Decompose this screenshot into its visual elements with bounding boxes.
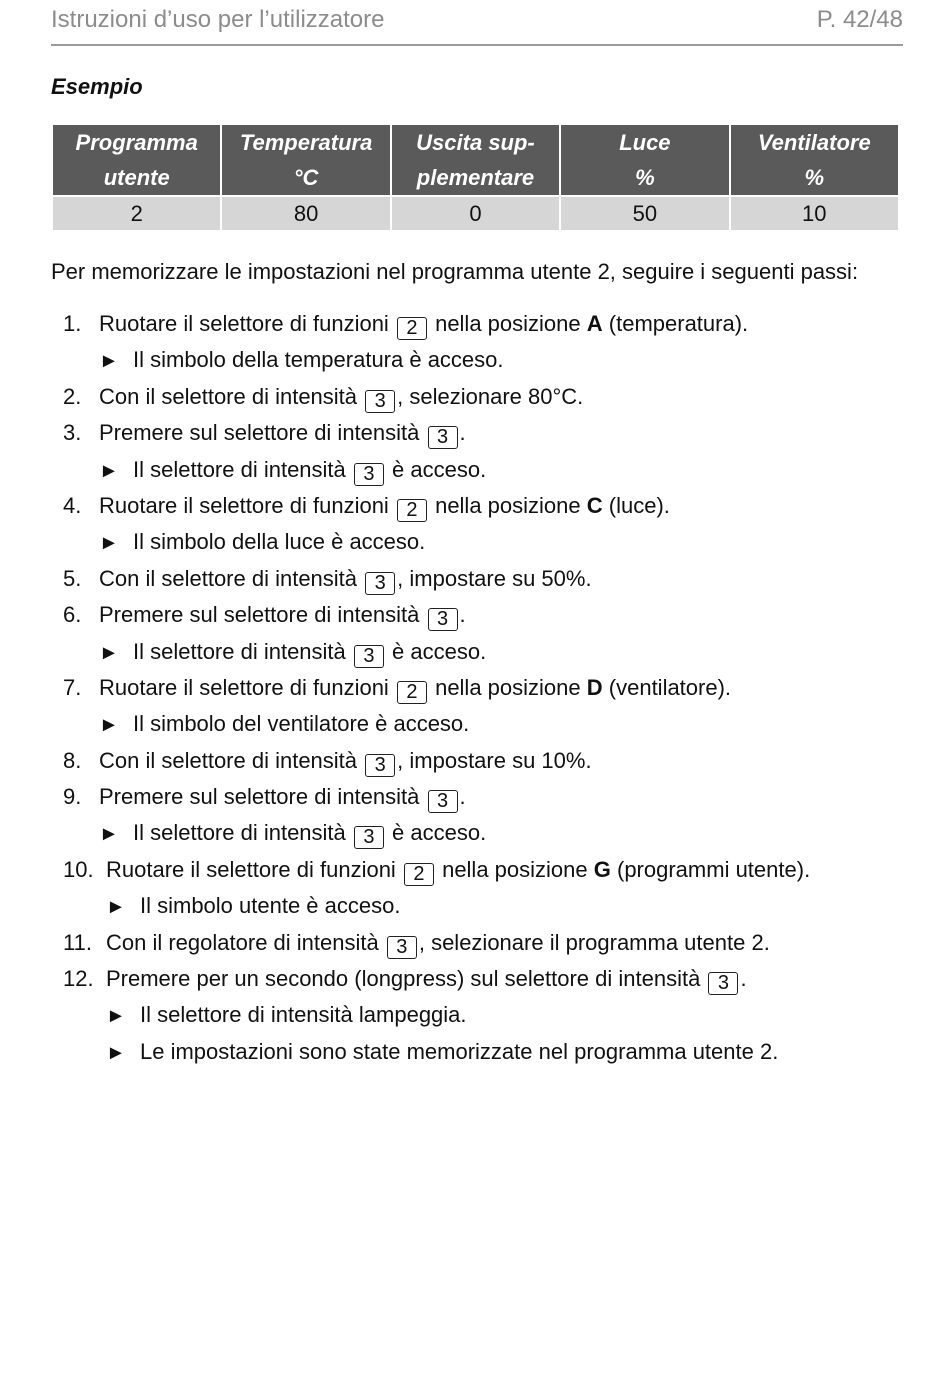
step-text: Premere sul selettore di intensità (99, 602, 420, 628)
step-text: , selezionare 80°C. (397, 383, 584, 409)
step-result (63, 452, 923, 488)
step-5 (63, 561, 923, 597)
intensity-selector-key: 3 (428, 426, 458, 449)
step-text: Con il selettore di intensità (99, 747, 358, 773)
step-text: Premere per un secondo (longpress) sul selettore di intensità (106, 966, 701, 992)
example-table (51, 123, 900, 232)
step-text: Con il regolatore di intensità (106, 929, 379, 955)
result-text: Il selettore di intensità (133, 638, 346, 664)
step-number: 11. (63, 929, 92, 955)
step-text: Con il selettore di intensità (99, 383, 358, 409)
step-number: 5. (63, 565, 82, 591)
step-text: Premere sul selettore di intensità (99, 420, 420, 446)
intensity-selector-key: 3 (708, 972, 738, 995)
step-text: Ruotare il selettore di funzioni (106, 856, 396, 882)
step-text: nella posizione (435, 674, 581, 700)
column-header: Uscita sup- plementare (392, 125, 559, 195)
position-label: A (586, 311, 603, 336)
arrow-icon: ► (106, 896, 126, 919)
intensity-selector-key: 3 (365, 390, 395, 413)
step-result (63, 888, 923, 924)
step-number: 6. (63, 602, 82, 628)
step-result (63, 997, 923, 1033)
column-header: Programma utente (53, 125, 220, 195)
function-selector-key: 2 (397, 499, 427, 522)
step-12 (63, 961, 923, 997)
step-text: (luce). (608, 492, 670, 518)
step-number: 7. (63, 674, 82, 700)
intensity-selector-key: 3 (365, 754, 395, 777)
step-6 (63, 597, 923, 633)
step-text: . (459, 784, 466, 810)
step-3 (63, 415, 923, 451)
step-result (63, 706, 923, 742)
arrow-icon: ► (106, 1041, 126, 1064)
result-text: è acceso. (392, 456, 487, 482)
section-title: Esempio (51, 74, 143, 99)
intensity-selector-key: 3 (365, 572, 395, 595)
step-2 (63, 379, 923, 415)
table-cell: 10 (731, 197, 898, 230)
step-text: . (459, 602, 466, 628)
table-row (53, 197, 898, 230)
step-4 (63, 488, 923, 524)
page-header (51, 0, 903, 46)
step-text: nella posizione (442, 856, 588, 882)
step-text: (temperatura). (608, 311, 749, 336)
position-label: C (586, 492, 603, 518)
step-number: 2. (63, 383, 82, 409)
step-9 (63, 779, 923, 815)
result-text: Il simbolo del ventilatore è acceso. (133, 711, 470, 737)
intensity-selector-key: 3 (354, 826, 384, 849)
position-label: G (593, 856, 611, 882)
intensity-selector-key: 3 (428, 790, 458, 813)
arrow-icon: ► (106, 1005, 126, 1028)
step-text: (ventilatore). (608, 674, 732, 700)
result-text: Il simbolo della temperatura è acceso. (133, 347, 504, 373)
intensity-selector-key: 3 (387, 936, 417, 959)
result-text: è acceso. (392, 820, 487, 846)
step-7 (63, 670, 923, 706)
arrow-icon: ► (99, 641, 119, 664)
document-title: Istruzioni d’uso per l’utilizzatore (51, 6, 385, 33)
column-header: Luce % (561, 125, 728, 195)
step-text: . (740, 966, 747, 992)
step-number: 4. (63, 492, 82, 518)
step-text: . (459, 420, 466, 446)
step-number: 3. (63, 420, 82, 446)
step-text: , impostare su 10%. (397, 747, 592, 773)
intro-text: Per memorizzare le impostazioni nel programma utente 2, seguire i seguenti passi: (51, 259, 859, 284)
result-text: Il simbolo della luce è acceso. (133, 529, 426, 555)
arrow-icon: ► (99, 532, 119, 555)
step-text: , selezionare il programma utente 2. (418, 929, 770, 955)
step-text: , impostare su 50%. (397, 565, 592, 591)
step-result (63, 815, 923, 851)
step-8 (63, 743, 923, 779)
intensity-selector-key: 3 (354, 645, 384, 668)
arrow-icon: ► (99, 823, 119, 846)
step-result (63, 1034, 923, 1070)
function-selector-key: 2 (397, 317, 427, 340)
page-number: P. 42/48 (816, 6, 903, 33)
arrow-icon: ► (99, 459, 119, 482)
step-number: 9. (63, 784, 82, 810)
step-number: 1. (63, 311, 82, 336)
column-header: Ventilatore % (731, 125, 898, 195)
step-number: 10. (63, 856, 94, 882)
step-number: 8. (63, 747, 82, 773)
step-10 (63, 852, 923, 888)
result-text: Il simbolo utente è acceso. (140, 893, 401, 919)
arrow-icon: ► (99, 350, 119, 373)
table-cell: 80 (222, 197, 389, 230)
step-text: Con il selettore di intensità (99, 565, 358, 591)
step-1 (63, 306, 923, 342)
table-cell: 2 (53, 197, 220, 230)
step-result (63, 524, 923, 560)
step-11 (63, 925, 923, 961)
result-text: Le impostazioni sono state memorizzate nel programma utente 2. (140, 1038, 779, 1064)
function-selector-key: 2 (397, 681, 427, 704)
step-number: 12. (63, 966, 94, 992)
step-text: Ruotare il selettore di funzioni (99, 674, 389, 700)
step-text: Ruotare il selettore di funzioni (99, 311, 389, 336)
intensity-selector-key: 3 (354, 463, 384, 486)
step-text: Premere sul selettore di intensità (99, 784, 420, 810)
step-text: nella posizione (435, 492, 581, 518)
steps-list (63, 306, 923, 1070)
step-result (63, 634, 923, 670)
function-selector-key: 2 (404, 863, 434, 886)
table-cell: 0 (392, 197, 559, 230)
result-text: Il selettore di intensità lampeggia. (140, 1002, 467, 1028)
result-text: Il selettore di intensità (133, 456, 346, 482)
arrow-icon: ► (99, 714, 119, 737)
step-text: nella posizione (435, 311, 581, 336)
table-cell: 50 (561, 197, 728, 230)
intensity-selector-key: 3 (428, 608, 458, 631)
position-label: D (586, 674, 603, 700)
step-text: (programmi utente). (617, 856, 811, 882)
step-result (63, 342, 923, 378)
table-header-row (53, 125, 898, 195)
step-text: Ruotare il selettore di funzioni (99, 492, 389, 518)
result-text: Il selettore di intensità (133, 820, 346, 846)
column-header: Temperatura °C (222, 125, 389, 195)
result-text: è acceso. (392, 638, 487, 664)
